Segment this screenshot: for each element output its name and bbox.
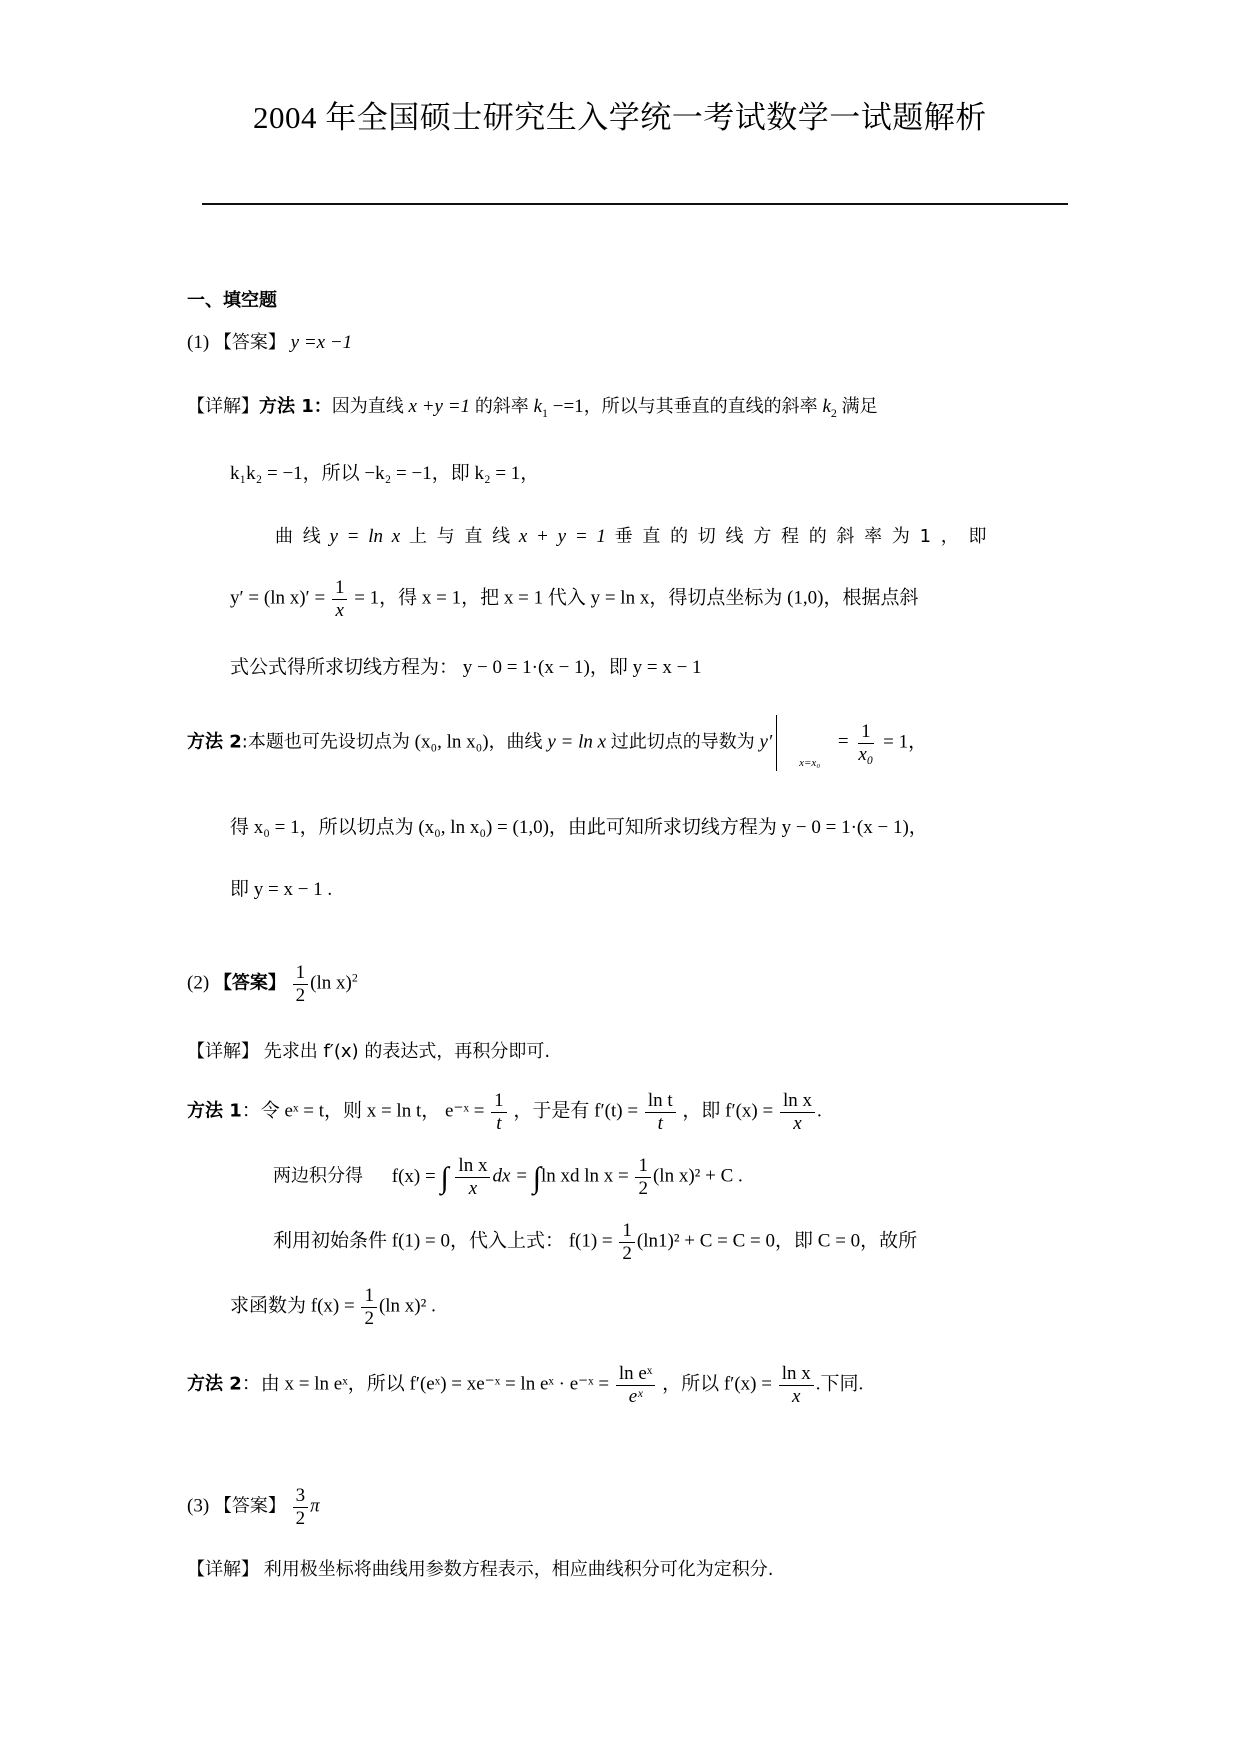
- denominator: 2: [295, 984, 306, 1006]
- numerator: 1: [635, 1155, 651, 1178]
- math: (ln x): [310, 972, 352, 994]
- q1-answer-tag: 【答案】: [213, 332, 286, 353]
- q1-method2-line1: 方法 2:本题也可先设切点为 (x₀, ln x₀)，曲线 y = ln x 过此切点的导数为 y′ x=x₀ = $\frac{1}{\text{x₀}}$ = 1，: [187, 715, 927, 771]
- q2-method2-tag: 方法 2: [187, 1373, 242, 1395]
- fraction: [361, 1285, 377, 1330]
- q2-method2-line: [187, 1363, 863, 1408]
- numerator: ln x: [779, 1363, 814, 1386]
- numerator: ln x: [455, 1155, 490, 1178]
- math: (x₀, ln x₀): [414, 731, 489, 753]
- denominator: t: [657, 1112, 663, 1134]
- q3-detail-line: [187, 1555, 773, 1581]
- q1-label: (1): [187, 332, 210, 353]
- text: ，曲线: [488, 731, 543, 753]
- denominator: x: [792, 1385, 801, 1407]
- numerator: 1: [491, 1090, 507, 1113]
- text: 上 与 直 线: [408, 526, 511, 547]
- fraction: [635, 1155, 651, 1200]
- text: 满足: [841, 396, 878, 417]
- eval-condition: x=x₀: [799, 757, 821, 769]
- text: = 1，: [883, 731, 928, 753]
- numerator: 1: [619, 1220, 635, 1243]
- math: x +y =1: [408, 396, 471, 417]
- text: 曲 线: [275, 526, 321, 547]
- math: ln xd ln x =: [540, 1165, 629, 1187]
- subscript: 2: [830, 405, 837, 420]
- text: (ln1)² + C = C = 0，即 C = 0，故所: [636, 1230, 918, 1252]
- numerator: ln x: [780, 1090, 815, 1113]
- q2-method1-tag: 方法 1: [187, 1100, 242, 1122]
- numerator: 1: [858, 721, 874, 744]
- denominator: eˣ: [628, 1385, 643, 1407]
- section-heading: 一、填空题: [187, 290, 277, 311]
- math: y = ln x: [547, 731, 607, 753]
- q2-method1-line1: [187, 1090, 822, 1135]
- q1-detail-tag: 【详解】: [187, 396, 259, 417]
- fraction: [855, 721, 876, 766]
- fraction: [616, 1363, 655, 1408]
- text: .: [817, 1100, 822, 1122]
- document-title: 2004 年全国硕士研究生入学统一考试数学一试题解析: [253, 100, 987, 135]
- fraction: [779, 1363, 814, 1408]
- denominator: x: [468, 1177, 478, 1199]
- q2-answer-line: [187, 962, 358, 1007]
- denominator: 2: [364, 1307, 374, 1329]
- q2-method1-line4: [230, 1285, 436, 1330]
- text: 先求出 f′(x) 的表达式，再积分即可.: [263, 1041, 551, 1062]
- title-divider: [202, 203, 1068, 205]
- q1-method2-line2: 得 x₀ = 1，所以切点为 (x₀, ln x₀) = (1,0)，由此可知所求切线方程为 y − 0 = 1·(x − 1)，: [230, 817, 928, 838]
- text: = 1，得 x = 1，把 x = 1 代入 y = ln x，得切点坐标为 (1,0)，根据点斜: [354, 587, 919, 609]
- text: ，即 f′(x) =: [682, 1100, 774, 1122]
- math: (ln x)² + C .: [652, 1165, 743, 1187]
- fraction: [293, 1485, 309, 1530]
- fraction: [455, 1155, 490, 1200]
- fraction: [332, 577, 348, 622]
- fraction: [491, 1090, 507, 1135]
- q1-method1-line5: 式公式得所求切线方程为： y − 0 = 1·(x − 1)，即 y = x − 1: [230, 657, 702, 678]
- q1-answer: y =x −1: [290, 332, 353, 353]
- q2-method1-line2: [273, 1155, 743, 1200]
- text: ：由 x = ln eˣ，所以 f′(eˣ) = xe⁻ˣ = ln eˣ · e⁻ˣ =: [241, 1373, 610, 1395]
- math: −=1: [552, 396, 584, 417]
- integral-sign: ∫: [532, 1161, 541, 1195]
- numerator: 1: [361, 1285, 377, 1308]
- q1-answer-line: [187, 328, 352, 354]
- q1-method2-tag: 方法 2: [187, 731, 242, 753]
- text: ，所以 f′(x) =: [662, 1373, 772, 1395]
- fraction: [619, 1220, 635, 1265]
- subscript: 1: [542, 405, 548, 420]
- numerator: 1: [293, 962, 309, 985]
- text: ，于是有 f′(t) =: [513, 1100, 639, 1122]
- denominator: 2: [638, 1177, 648, 1199]
- text: 求函数为 f(x) =: [230, 1295, 355, 1317]
- text: 过此切点的导数为: [610, 731, 755, 753]
- math: y′ = (ln x)′ =: [230, 587, 326, 609]
- evaluation-bar: [776, 715, 821, 771]
- q3-answer-line: [187, 1485, 320, 1530]
- q1-method1-line2: k₁k₂ = −1，所以 −k₂ = −1，即 k₂ = 1，: [230, 463, 540, 484]
- text: 利用极坐标将曲线用参数方程表示，相应曲线积分可化为定积分.: [263, 1559, 774, 1580]
- fraction: [780, 1090, 815, 1135]
- math: dx =: [492, 1165, 528, 1187]
- denominator: x: [335, 599, 344, 621]
- q2-label: (2): [187, 972, 210, 994]
- text: :本题也可先设切点为: [241, 731, 410, 753]
- q2-method1-line3: [273, 1220, 917, 1265]
- text: (ln x)² .: [378, 1295, 436, 1317]
- numerator: 1: [332, 577, 348, 600]
- denominator: 2: [295, 1507, 306, 1529]
- numerator: ln t: [645, 1090, 676, 1113]
- q2-detail-line: [187, 1037, 550, 1063]
- math: x + y = 1: [518, 526, 606, 547]
- fraction: [293, 962, 309, 1007]
- q1-method2-line3: 即 y = x − 1 .: [230, 879, 333, 900]
- fraction: [645, 1090, 676, 1135]
- q1-method1-line1: [187, 392, 878, 421]
- text: 的斜率: [474, 396, 529, 417]
- q3-label: (3): [187, 1495, 210, 1517]
- q1-method1-tag: 方法 1：: [259, 396, 332, 417]
- integral-sign: ∫: [440, 1161, 449, 1195]
- q1-method1-line3: [275, 522, 986, 548]
- denominator: t: [496, 1112, 502, 1134]
- text: 两边积分得: [273, 1165, 363, 1187]
- text: ，所以与其垂直的直线的斜率: [583, 396, 818, 417]
- numerator: ln eˣ: [616, 1363, 655, 1386]
- q1-method1-line4: [230, 577, 918, 622]
- math: k: [822, 396, 831, 417]
- math: f(x) =: [391, 1165, 436, 1187]
- text: 因为直线: [331, 396, 404, 417]
- math: y′: [759, 731, 773, 753]
- text: ：令 eˣ = t，则 x = ln t， e⁻ˣ =: [241, 1100, 485, 1122]
- q3-detail-tag: 【详解】: [187, 1559, 259, 1580]
- q3-answer-tag: 【答案】: [213, 1495, 286, 1517]
- math: y = ln x: [329, 526, 401, 547]
- text: 利用初始条件 f(1) = 0，代入上式： f(1) =: [273, 1230, 613, 1252]
- denominator: x₀: [858, 743, 874, 765]
- q2-answer-tag: 【答案】: [213, 972, 286, 994]
- denominator: x: [793, 1112, 802, 1134]
- math: π: [310, 1495, 320, 1517]
- text: .下同.: [815, 1373, 864, 1395]
- numerator: 3: [293, 1485, 309, 1508]
- q2-detail-tag: 【详解】: [187, 1041, 259, 1062]
- math: k: [533, 396, 542, 417]
- superscript: 2: [351, 970, 358, 985]
- text: 垂 直 的 切 线 方 程 的 斜 率 为 1 ， 即: [614, 526, 987, 547]
- denominator: 2: [622, 1242, 632, 1264]
